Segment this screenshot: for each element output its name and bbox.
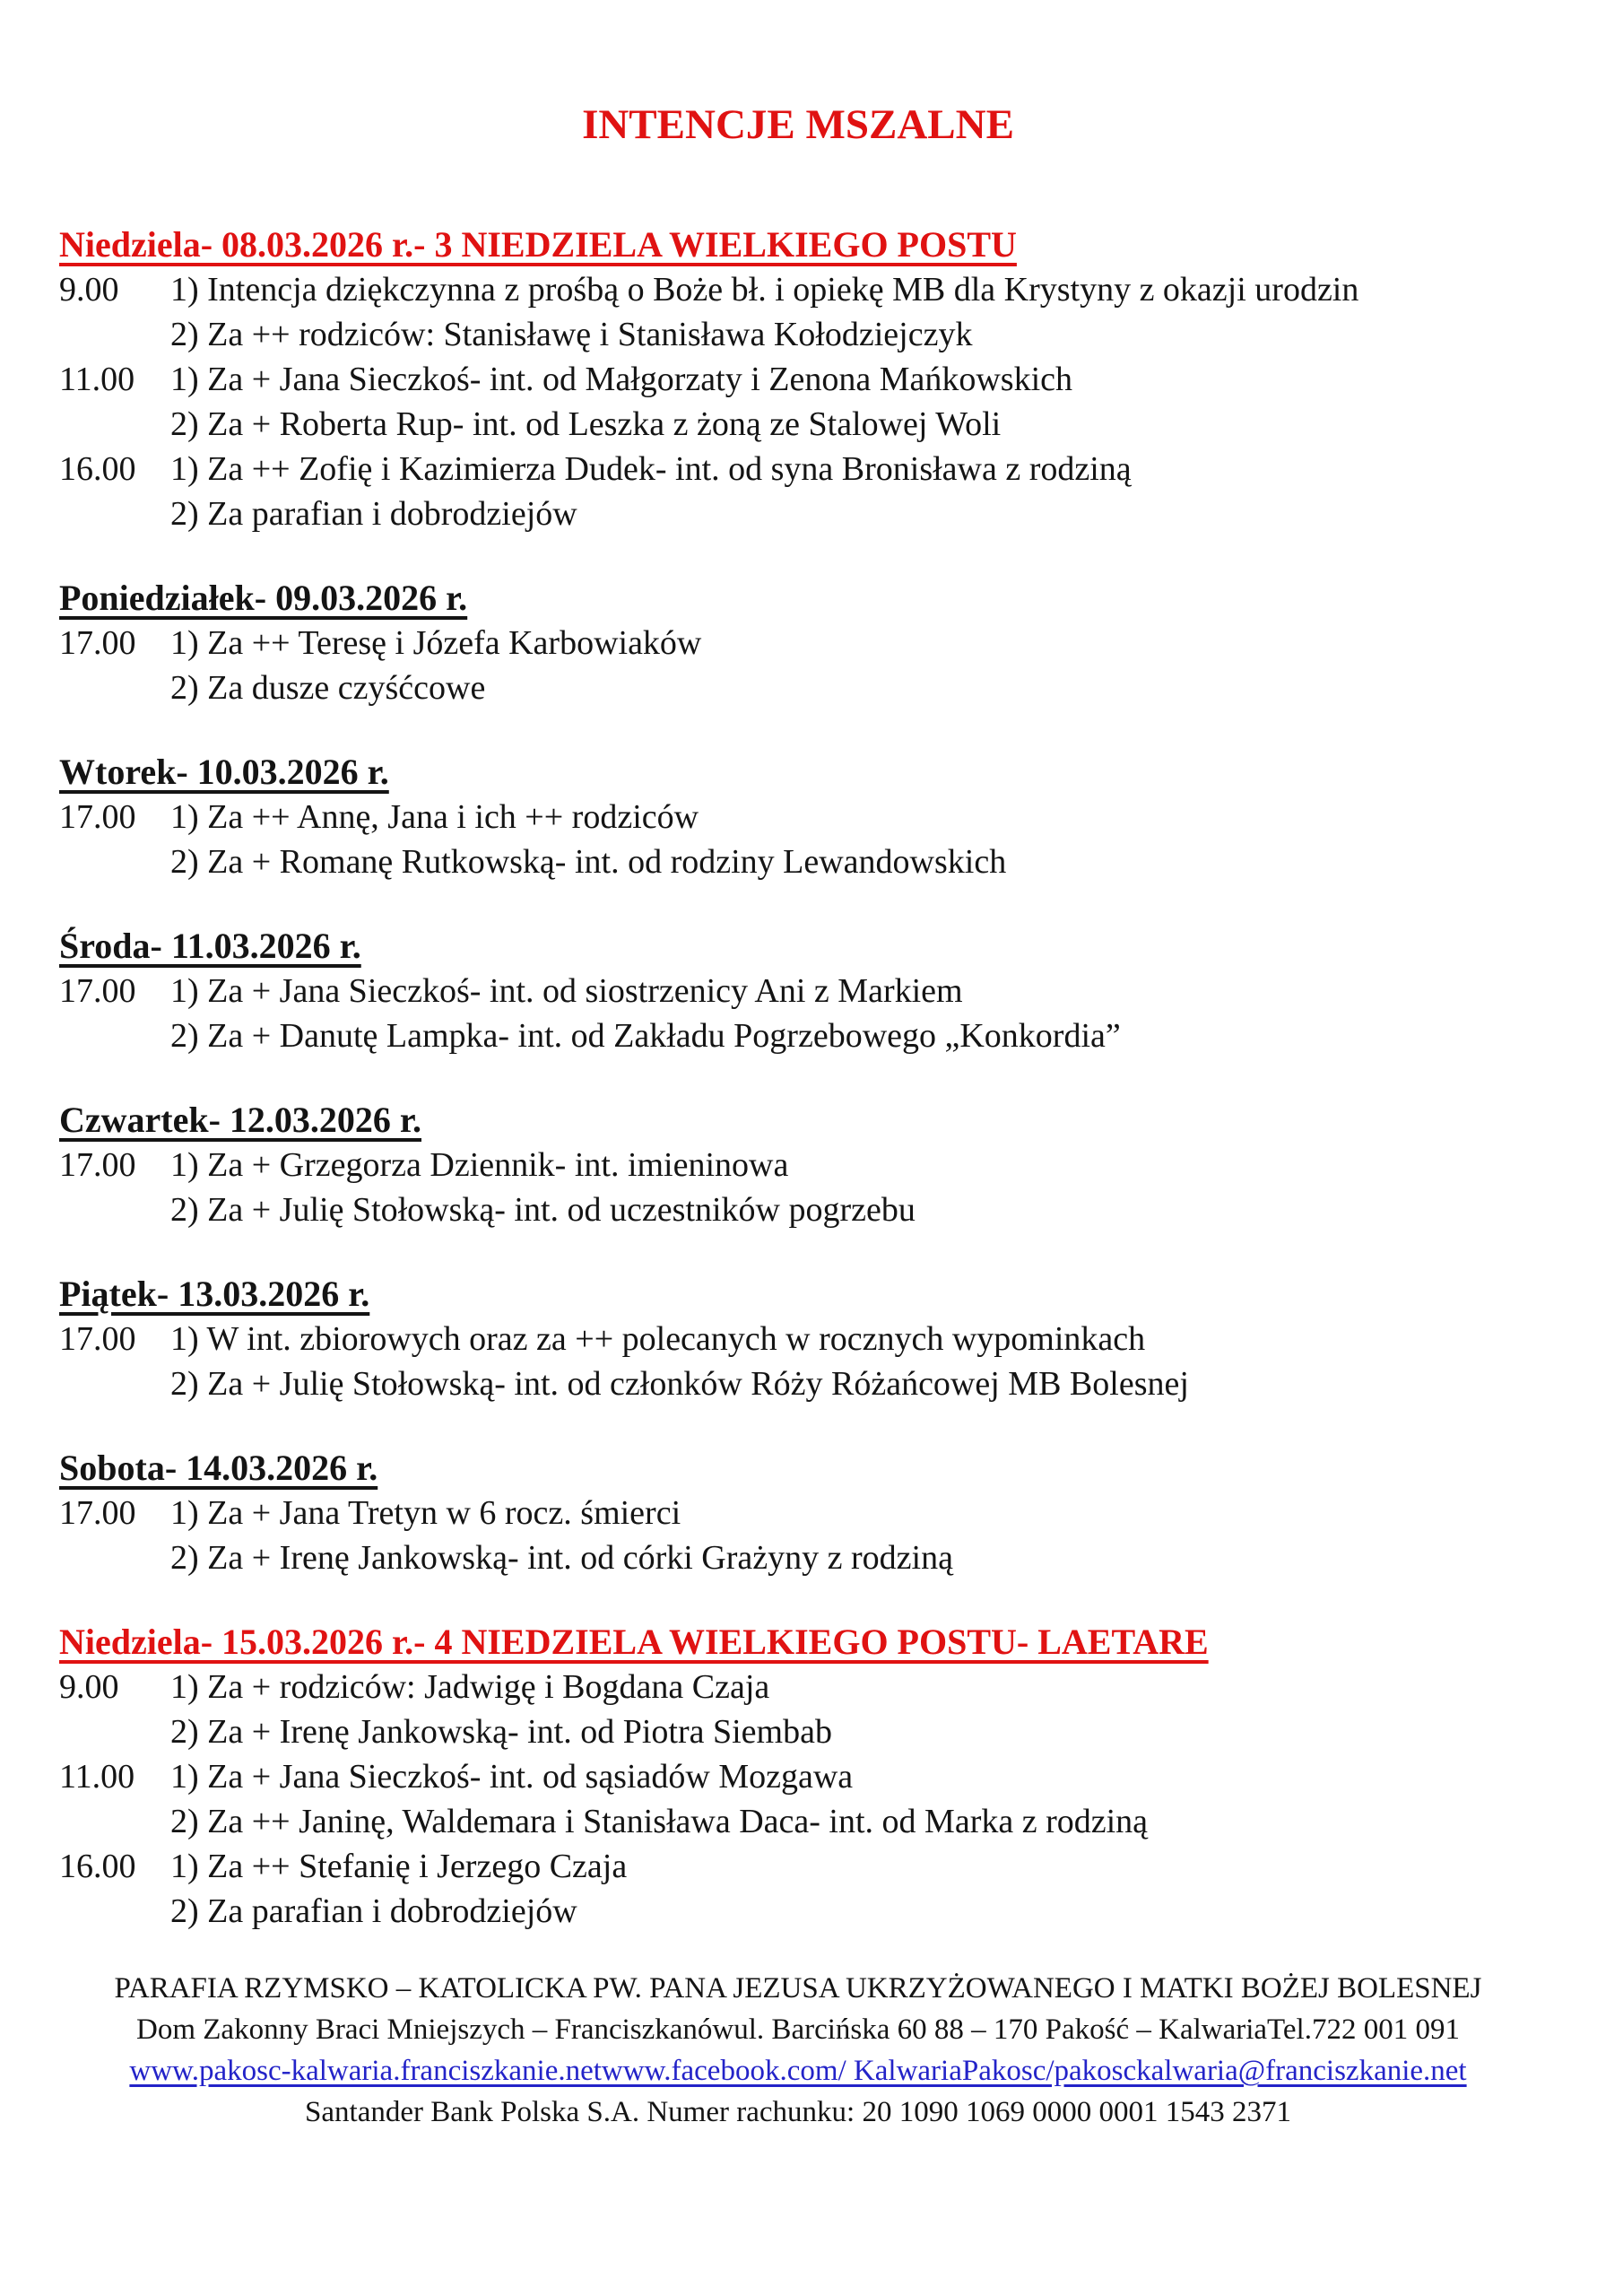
intention-text: 2) Za ++ rodziców: Stanisławę i Stanisława Kołodziejczyk xyxy=(170,316,973,353)
footer-links-row xyxy=(59,2050,1537,2092)
intention-text: 1) Za + Jana Sieczkoś- int. od sąsiadów Mozgawa xyxy=(170,1758,854,1796)
intention-line xyxy=(59,1665,1537,1709)
intention-line xyxy=(59,1187,1537,1232)
intention-text: 1) Za + Jana Tretyn w 6 rocz. śmierci xyxy=(170,1494,681,1532)
intention-text: 1) Za + Jana Sieczkoś- int. od siostrzenicy Ani z Markiem xyxy=(170,972,963,1010)
mass-time xyxy=(59,1361,170,1406)
section-lines xyxy=(59,621,1537,710)
intention-text: 2) Za + Roberta Rup- int. od Leszka z żoną ze Stalowej Woli xyxy=(170,405,1002,443)
section-lines xyxy=(59,1665,1537,1934)
sections xyxy=(59,222,1537,1934)
intention-line xyxy=(59,402,1537,447)
mass-time: 17.00 xyxy=(59,1494,136,1532)
section-lines xyxy=(59,267,1537,536)
section-heading: Poniedziałek- 09.03.2026 r. xyxy=(59,578,468,618)
intention-line xyxy=(59,1143,1537,1187)
mass-time: 9.00 xyxy=(59,1668,119,1706)
section-lines xyxy=(59,795,1537,884)
footer-website-link[interactable]: www.pakosc-kalwaria.franciszkanie.netwww.facebook.com/ KalwariaPakosc/pakosckalwaria@franciszkanie.net xyxy=(129,2055,1467,2087)
mass-time xyxy=(59,665,170,710)
mass-time: 17.00 xyxy=(59,1320,136,1358)
intention-line xyxy=(59,1535,1537,1580)
section-heading: Wtorek- 10.03.2026 r. xyxy=(59,752,389,792)
intention-line xyxy=(59,1799,1537,1844)
section-lines xyxy=(59,1491,1537,1580)
mass-time xyxy=(59,491,170,536)
day-section xyxy=(59,1446,1537,1580)
intention-text: 2) Za ++ Janinę, Waldemara i Stanisława Daca- int. od Marka z rodziną xyxy=(170,1803,1149,1840)
mass-time: 16.00 xyxy=(59,1848,136,1885)
day-section xyxy=(59,576,1537,710)
intention-text: 1) W int. zbiorowych oraz za ++ polecanych w rocznych wypominkach xyxy=(170,1320,1146,1358)
day-section xyxy=(59,1098,1537,1232)
day-section xyxy=(59,1272,1537,1406)
intention-line xyxy=(59,312,1537,357)
intention-line xyxy=(59,1491,1537,1535)
day-section xyxy=(59,222,1537,536)
section-heading: Czwartek- 12.03.2026 r. xyxy=(59,1100,422,1140)
intention-text: 2) Za parafian i dobrodziejów xyxy=(170,1892,577,1930)
intention-text: 2) Za + Julię Stołowską- int. od członków Róży Różańcowej MB Bolesnej xyxy=(170,1365,1189,1403)
intention-line xyxy=(59,267,1537,312)
mass-time: 17.00 xyxy=(59,798,136,836)
intention-line xyxy=(59,491,1537,536)
intention-line xyxy=(59,1844,1537,1889)
footer xyxy=(59,1968,1537,2133)
mass-time xyxy=(59,1535,170,1580)
intention-text: 2) Za + Romanę Rutkowską- int. od rodziny Lewandowskich xyxy=(170,843,1007,881)
mass-time: 9.00 xyxy=(59,271,119,309)
intention-text: 2) Za parafian i dobrodziejów xyxy=(170,495,577,533)
intention-line xyxy=(59,357,1537,402)
intention-line xyxy=(59,1709,1537,1754)
mass-time: 17.00 xyxy=(59,624,136,662)
intention-line xyxy=(59,621,1537,665)
intention-text: 1) Za + rodziców: Jadwigę i Bogdana Czaja xyxy=(170,1668,770,1706)
intention-line xyxy=(59,795,1537,839)
intention-line xyxy=(59,1889,1537,1934)
mass-time: 17.00 xyxy=(59,1146,136,1184)
mass-time: 17.00 xyxy=(59,972,136,1010)
intention-line xyxy=(59,839,1537,884)
section-heading: Sobota- 14.03.2026 r. xyxy=(59,1448,378,1488)
intention-text: 1) Za ++ Teresę i Józefa Karbowiaków xyxy=(170,624,702,662)
mass-time xyxy=(59,312,170,357)
intention-text: 1) Intencja dziękczynna z prośbą o Boże bł. i opiekę MB dla Krystyny z okazji urodzin xyxy=(170,271,1359,309)
mass-time xyxy=(59,1799,170,1844)
mass-time: 11.00 xyxy=(59,361,135,398)
mass-time xyxy=(59,1187,170,1232)
day-section xyxy=(59,924,1537,1058)
intention-text: 1) Za ++ Stefanię i Jerzego Czaja xyxy=(170,1848,628,1885)
section-heading: Niedziela- 08.03.2026 r.- 3 NIEDZIELA WIELKIEGO POSTU xyxy=(59,224,1017,265)
day-section xyxy=(59,1620,1537,1934)
footer-parish-name: PARAFIA RZYMSKO – KATOLICKA PW. PANA JEZUSA UKRZYŻOWANEGO I MATKI BOŻEJ BOLESNEJ xyxy=(114,1972,1482,2005)
intention-text: 2) Za + Danutę Lampka- int. od Zakładu Pogrzebowego „Konkordia” xyxy=(170,1017,1121,1055)
intention-text: 1) Za + Grzegorza Dziennik- int. imieninowa xyxy=(170,1146,789,1184)
mass-time xyxy=(59,1889,170,1934)
intention-line xyxy=(59,665,1537,710)
footer-address: Dom Zakonny Braci Mniejszych – Franciszkanówul. Barcińska 60 88 – 170 Pakość – KalwariaTel.722 001 091 xyxy=(136,2013,1460,2046)
mass-time xyxy=(59,1013,170,1058)
mass-time xyxy=(59,402,170,447)
intention-line xyxy=(59,1361,1537,1406)
section-lines xyxy=(59,969,1537,1058)
page-title: INTENCJE MSZALNE xyxy=(582,101,1014,148)
section-heading: Środa- 11.03.2026 r. xyxy=(59,926,361,966)
section-heading: Piątek- 13.03.2026 r. xyxy=(59,1274,370,1314)
mass-time xyxy=(59,839,170,884)
intention-line xyxy=(59,1754,1537,1799)
intention-line xyxy=(59,969,1537,1013)
intention-text: 1) Za ++ Zofię i Kazimierza Dudek- int. od syna Bronisława z rodziną xyxy=(170,450,1132,488)
intention-text: 2) Za + Julię Stołowską- int. od uczestników pogrzebu xyxy=(170,1191,916,1229)
mass-time: 16.00 xyxy=(59,450,136,488)
section-lines xyxy=(59,1317,1537,1406)
intention-text: 1) Za ++ Annę, Jana i ich ++ rodziców xyxy=(170,798,699,836)
intention-text: 1) Za + Jana Sieczkoś- int. od Małgorzaty i Zenona Mańkowskich xyxy=(170,361,1072,398)
day-section xyxy=(59,750,1537,884)
section-heading: Niedziela- 15.03.2026 r.- 4 NIEDZIELA WIELKIEGO POSTU- LAETARE xyxy=(59,1622,1209,1662)
intention-line xyxy=(59,1317,1537,1361)
intention-line xyxy=(59,447,1537,491)
intention-line xyxy=(59,1013,1537,1058)
footer-bank-account: Santander Bank Polska S.A. Numer rachunku: 20 1090 1069 0000 0001 1543 2371 xyxy=(305,2096,1291,2128)
mass-time: 11.00 xyxy=(59,1758,135,1796)
intention-text: 2) Za + Irenę Jankowską- int. od córki Grażyny z rodziną xyxy=(170,1539,953,1577)
intention-text: 2) Za + Irenę Jankowską- int. od Piotra Siembab xyxy=(170,1713,832,1751)
intention-text: 2) Za dusze czyśćcowe xyxy=(170,669,486,707)
mass-time xyxy=(59,1709,170,1754)
section-lines xyxy=(59,1143,1537,1232)
